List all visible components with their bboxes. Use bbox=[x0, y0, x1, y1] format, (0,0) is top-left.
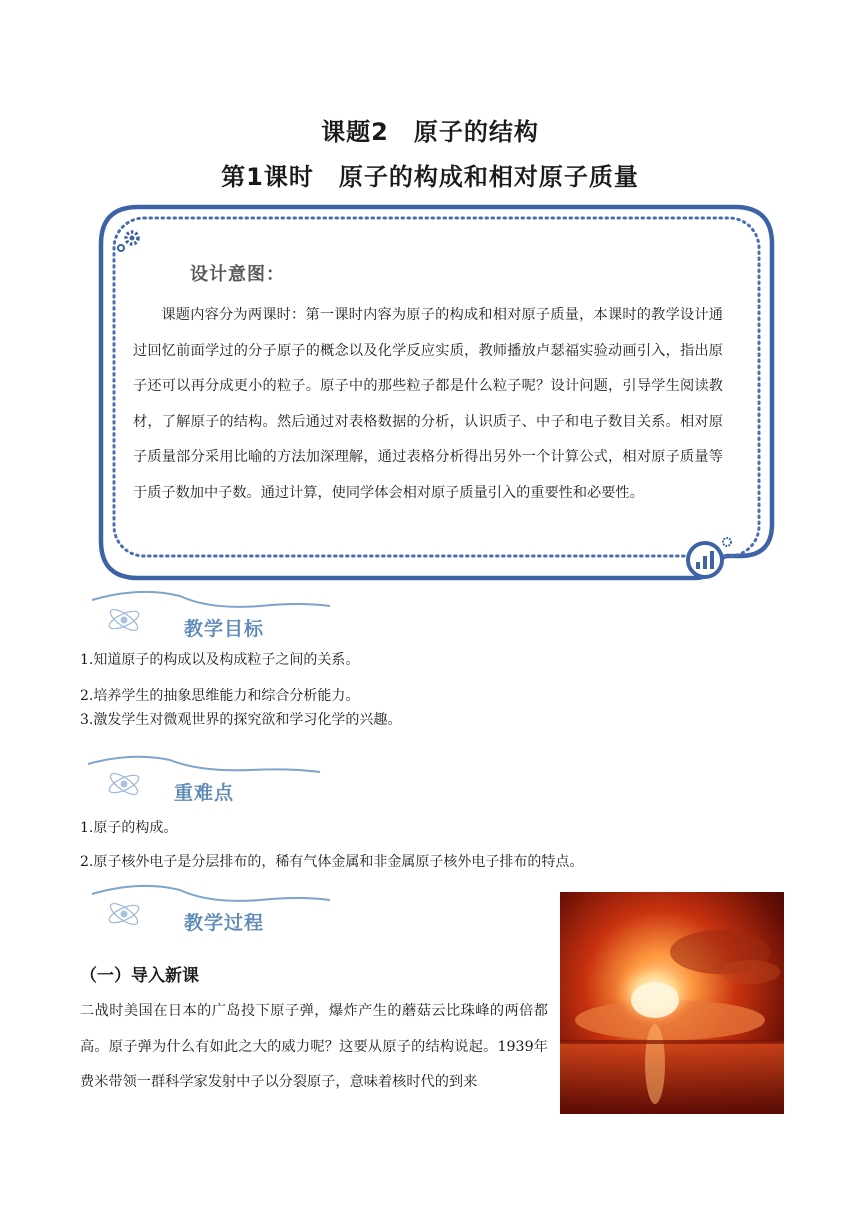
gear-icon bbox=[118, 232, 138, 251]
objective-item: 3.激发学生对微观世界的探究欲和学习化学的兴趣。 bbox=[80, 712, 402, 728]
intro-paragraph: 二战时美国在日本的广岛投下原子弹，爆炸产生的蘑菇云比珠峰的两倍都高。原子弹为什么有如此之大的威力呢？这要从原子的结构说起。1939年费米带领一群科学家发射中子以分裂原子，意味着核时代的到来 bbox=[80, 1003, 548, 1090]
section-title-keypoints: 重难点 bbox=[174, 782, 235, 804]
section-header-process bbox=[80, 880, 340, 940]
lesson-subtitle: 第1课时 原子的构成和相对原子质量 bbox=[221, 163, 639, 191]
section-header-objectives bbox=[80, 586, 340, 646]
keypoint-item: 1.原子的构成。 bbox=[80, 820, 178, 836]
design-intent-label: 设计意图： bbox=[190, 264, 285, 285]
subsection-title: （一）导入新课 bbox=[80, 966, 199, 986]
nuclear-explosion-image bbox=[560, 892, 784, 1114]
section-header-keypoints bbox=[80, 750, 340, 810]
section-title-objectives: 教学目标 bbox=[184, 618, 265, 640]
section-title-process: 教学过程 bbox=[184, 912, 265, 934]
keypoint-item: 2.原子核外电子是分层排布的，稀有气体金属和非金属原子核外电子排布的特点。 bbox=[80, 854, 584, 870]
lesson-title: 课题2 原子的结构 bbox=[321, 118, 539, 146]
design-intent-text: 课题内容分为两课时：第一课时内容为原子的构成和相对原子质量，本课时的教学设计通过回忆前面学过的分子原子的概念以及化学反应实质，教师播放卢瑟福实验动画引入，指出原子还可以再分成更小的粒子。原子中的那些粒子都是什么粒子呢？设计问题，引导学生阅读教材，了解原子的结构。然后通过对表格数据的分析，认识质子、中子和电子数目关系。相对原子质量部分采用比喻的方法加深理解，通过表格分析得出另外一个计算公式，相对原子质量等于质子数加中子数。通过计算，使同学体会相对原子质量引入的重要性和必要性。 bbox=[133, 307, 723, 501]
objective-item: 2.培养学生的抽象思维能力和综合分析能力。 bbox=[80, 688, 360, 704]
objective-item: 1.知道原子的构成以及构成粒子之间的关系。 bbox=[80, 652, 360, 668]
